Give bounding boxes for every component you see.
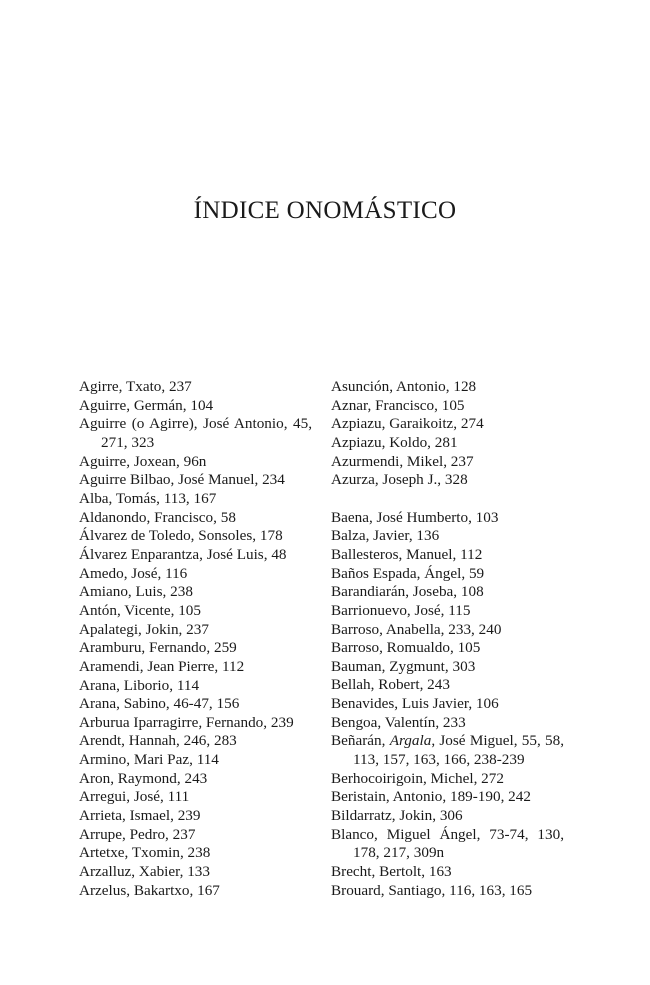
index-entry: Artetxe, Txomin, 238 xyxy=(79,844,211,862)
index-entry: Álvarez de Toledo, Sonsoles, 178 xyxy=(79,527,283,545)
entry-name: Azpiazu, Koldo xyxy=(331,433,428,451)
entry-pages: 272 xyxy=(481,769,504,787)
entry-name: Amedo, José xyxy=(79,564,158,582)
entry-pages: 237 xyxy=(172,825,196,843)
entry-name: Álvarez Enparantza, José Luis xyxy=(79,545,264,563)
entry-name: Arzelus, Bakartxo xyxy=(79,881,190,899)
index-entry: Barandiarán, Joseba, 108 xyxy=(331,583,484,601)
entry-pages: 167 xyxy=(197,881,220,899)
index-entry: Azurmendi, Mikel, 237 xyxy=(331,452,474,470)
entry-pages: 104 xyxy=(190,396,214,414)
entry-name: Amiano, Luis xyxy=(79,583,163,601)
entry-pages: 274 xyxy=(460,415,484,433)
entry-pages: 46-47, 156 xyxy=(173,695,240,713)
entry-name: Azpiazu, Garaikoitz xyxy=(331,415,454,433)
index-entry: Aron, Raymond, 243 xyxy=(79,769,208,787)
index-entry: Asunción, Antonio, 128 xyxy=(331,378,477,395)
entry-pages: 105 xyxy=(178,601,201,619)
entry-name: Beristain, Antonio xyxy=(331,788,443,806)
index-entry: Arrupe, Pedro, 237 xyxy=(79,825,196,843)
entry-pages: 243 xyxy=(184,769,208,787)
entry-pages: 96n xyxy=(183,452,207,470)
index-entry: Aguirre, Germán, 104 xyxy=(79,396,214,414)
entry-name: Benavides, Luis Javier xyxy=(331,695,469,713)
entry-name: Aramendi, Jean Pierre xyxy=(79,657,215,675)
index-entry: Barroso, Anabella, 233, 240 xyxy=(331,620,502,638)
entry-pages: 114 xyxy=(176,676,200,694)
entry-pages: 259 xyxy=(213,639,237,657)
entry-pages: 116 xyxy=(165,564,188,582)
index-entry: Alba, Tomás, 113, 167 xyxy=(79,489,217,507)
index-entry: Beristain, Antonio, 189-190, 242 xyxy=(331,788,531,806)
entry-pages: 238 xyxy=(187,844,211,862)
index-entry: Aguirre (o Agirre), José Antonio, 45, 271, 323 xyxy=(79,415,312,451)
entry-name: Baena, José Humberto xyxy=(331,508,469,526)
index-entry: Arana, Sabino, 46-47, 156 xyxy=(79,695,240,713)
index-entry: Azurza, Joseph J., 328 xyxy=(331,471,468,489)
index-column-left xyxy=(79,378,312,900)
entry-name: Barroso, Anabella xyxy=(331,620,441,638)
entry-name: Bellah, Robert xyxy=(331,676,420,694)
index-entry: Amiano, Luis, 238 xyxy=(79,583,193,601)
index-entry: Brecht, Bertolt, 163 xyxy=(331,863,452,881)
entry-name: Arrieta, Ismael xyxy=(79,807,171,825)
entry-name: Beñarán, xyxy=(331,732,386,750)
entry-name: Aramburu, Fernando xyxy=(79,639,207,657)
entry-pages: 136 xyxy=(416,527,440,545)
entry-pages: 73-74, 130, 178, 217, 309n xyxy=(353,825,564,862)
entry-name: Arzalluz, Xabier xyxy=(79,863,180,881)
entry-pages: 108 xyxy=(460,583,484,601)
index-entry: Azpiazu, Koldo, 281 xyxy=(331,433,458,451)
entry-name: Apalategi, Jokin xyxy=(79,620,179,638)
entry-pages: 234 xyxy=(262,471,285,489)
entry-pages: 103 xyxy=(475,508,499,526)
entry-name: Ballesteros, Manuel xyxy=(331,545,453,563)
entry-pages: 239 xyxy=(177,807,201,825)
entry-name: Blanco, Miguel Ángel xyxy=(331,825,477,843)
entry-pages: 116, 163, 165 xyxy=(449,881,533,899)
index-entry: Bauman, Zygmunt, 303 xyxy=(331,657,476,675)
entry-pages: 237 xyxy=(450,452,474,470)
entry-name: Álvarez de Toledo, Sonsoles xyxy=(79,527,253,545)
index-entry: Apalategi, Jokin, 237 xyxy=(79,620,209,638)
entry-name: Barandiarán, Joseba xyxy=(331,583,454,601)
index-entry: Agirre, Txato, 237 xyxy=(79,378,192,395)
index-column-right xyxy=(331,378,564,900)
entry-pages: 133 xyxy=(187,863,210,881)
index-entry: Brouard, Santiago, 116, 163, 165 xyxy=(331,881,533,899)
entry-pages: 328 xyxy=(444,471,468,489)
entry-pages: 55, 58, 113, 157, 163, 166, 238-239 xyxy=(353,732,565,769)
entry-pages: 114 xyxy=(196,751,219,769)
entry-name: Aguirre Bilbao, José Manuel xyxy=(79,471,255,489)
index-entry: Barroso, Romualdo, 105 xyxy=(331,639,481,657)
entry-name: Bildarratz, Jokin xyxy=(331,807,433,825)
entry-name: Aguirre (o Agirre), José Antonio xyxy=(79,415,284,433)
entry-pages: 233, 240 xyxy=(448,620,502,638)
entry-pages: 238 xyxy=(170,583,193,601)
entry-pages: 178 xyxy=(259,527,283,545)
entry-name: Armino, Mari Paz xyxy=(79,751,190,769)
entry-name: Brecht, Bertolt xyxy=(331,863,422,881)
index-entry: Benavides, Luis Javier, 106 xyxy=(331,695,499,713)
entry-pages: 163 xyxy=(428,863,452,881)
index-entry: Arana, Liborio, 114 xyxy=(79,676,200,694)
entry-name: Aznar, Francisco xyxy=(331,396,435,414)
entry-name: Bauman, Zygmunt xyxy=(331,657,445,675)
entry-name: Arana, Sabino xyxy=(79,695,166,713)
index-entry: Baños Espada, Ángel, 59 xyxy=(331,564,485,582)
entry-name-suffix: , José Miguel xyxy=(431,732,514,750)
entry-pages: 59 xyxy=(468,564,485,582)
index-entry: Armino, Mari Paz, 114 xyxy=(79,751,219,769)
entry-pages: 115 xyxy=(448,601,471,619)
index-entry: Azpiazu, Garaikoitz, 274 xyxy=(331,415,484,433)
index-entry: Amedo, José, 116 xyxy=(79,564,188,582)
index-entry: Arendt, Hannah, 246, 283 xyxy=(79,732,237,750)
entry-name: Barroso, Romualdo xyxy=(331,639,450,657)
entry-name: Berhocoirigoin, Michel xyxy=(331,769,474,787)
entry-name: Aguirre, Joxean xyxy=(79,452,176,470)
index-entry: Aguirre, Joxean, 96n xyxy=(79,452,207,470)
entry-name: Alba, Tomás xyxy=(79,489,157,507)
entry-pages: 246, 283 xyxy=(183,732,237,750)
index-entry: Arburua Iparragirre, Fernando, 239 xyxy=(79,713,294,731)
entry-name: Brouard, Santiago xyxy=(331,881,442,899)
index-entry: Arrieta, Ismael, 239 xyxy=(79,807,201,825)
index-entry: Arzelus, Bakartxo, 167 xyxy=(79,881,220,899)
entry-pages: 58 xyxy=(220,508,236,526)
entry-name: Arendt, Hannah xyxy=(79,732,176,750)
entry-pages: 105 xyxy=(441,396,465,414)
entry-name: Azurza, Joseph J. xyxy=(331,471,438,489)
entry-pages: 128 xyxy=(453,378,477,395)
entry-pages: 106 xyxy=(475,695,499,713)
index-entry: Baena, José Humberto, 103 xyxy=(331,508,499,526)
index-entry: Barrionuevo, José, 115 xyxy=(331,601,471,619)
entry-name: Artetxe, Txomin xyxy=(79,844,180,862)
entry-pages: 243 xyxy=(427,676,450,694)
entry-name: Antón, Vicente xyxy=(79,601,171,619)
entry-pages: 112 xyxy=(460,545,483,563)
entry-alias: Argala xyxy=(389,732,432,750)
entry-name: Azurmendi, Mikel xyxy=(331,452,444,470)
entry-pages: 281 xyxy=(434,433,458,451)
entry-pages: 237 xyxy=(168,378,192,395)
index-entry: Arzalluz, Xabier, 133 xyxy=(79,863,210,881)
index-entry: Ballesteros, Manuel, 112 xyxy=(331,545,483,563)
entry-pages: 105 xyxy=(457,639,481,657)
entry-pages: 239 xyxy=(270,713,294,731)
index-entry: Balza, Javier, 136 xyxy=(331,527,440,545)
index-entry: Aramendi, Jean Pierre, 112 xyxy=(79,657,245,675)
entry-pages: 189-190, 242 xyxy=(449,788,531,806)
index-entry: Bildarratz, Jokin, 306 xyxy=(331,807,463,825)
entry-name: Arana, Liborio xyxy=(79,676,170,694)
entry-name: Aron, Raymond xyxy=(79,769,177,787)
index-entry: Blanco, Miguel Ángel, 73-74, 130, 178, 217, 309n xyxy=(331,825,564,862)
entry-pages: 306 xyxy=(439,807,463,825)
entry-pages: 113, 167 xyxy=(163,489,217,507)
entry-name: Arregui, José xyxy=(79,788,160,806)
entry-name: Balza, Javier xyxy=(331,527,409,545)
entry-pages: 237 xyxy=(186,620,209,638)
entry-pages: 233 xyxy=(442,713,466,731)
entry-pages: 112 xyxy=(221,657,245,675)
entry-pages: 111 xyxy=(167,788,190,806)
index-entry: Aguirre Bilbao, José Manuel, 234 xyxy=(79,471,285,489)
index-entry: Aznar, Francisco, 105 xyxy=(331,396,465,414)
entry-name: Baños Espada, Ángel xyxy=(331,564,462,582)
entry-name: Aldanondo, Francisco xyxy=(79,508,214,526)
index-entry: Bellah, Robert, 243 xyxy=(331,676,450,694)
page-title: ÍNDICE ONOMÁSTICO xyxy=(193,197,457,224)
entry-name: Agirre, Txato xyxy=(79,378,162,395)
entry-name: Asunción, Antonio xyxy=(331,378,446,395)
entry-name: Arrupe, Pedro xyxy=(79,825,166,843)
entry-pages: 303 xyxy=(452,657,476,675)
entry-pages: 45, 271, 323 xyxy=(101,415,312,451)
index-entry: Antón, Vicente, 105 xyxy=(79,601,201,619)
index-entry: Aldanondo, Francisco, 58 xyxy=(79,508,236,526)
entry-name: Barrionuevo, José xyxy=(331,601,441,619)
index-entry: Aramburu, Fernando, 259 xyxy=(79,639,237,657)
index-entry: Berhocoirigoin, Michel, 272 xyxy=(331,769,504,787)
entry-name: Aguirre, Germán xyxy=(79,396,183,414)
entry-name: Arburua Iparragirre, Fernando xyxy=(79,713,264,731)
index-entry: Beñarán, Argala, José Miguel, 55, 58, 113, 157, 163, 166, 238-239 xyxy=(331,732,565,769)
entry-name: Bengoa, Valentín xyxy=(331,713,436,731)
index-entry: Arregui, José, 111 xyxy=(79,788,190,806)
entry-pages: 48 xyxy=(271,545,287,563)
index-entry: Álvarez Enparantza, José Luis, 48 xyxy=(79,545,287,563)
index-entry: Bengoa, Valentín, 233 xyxy=(331,713,466,731)
